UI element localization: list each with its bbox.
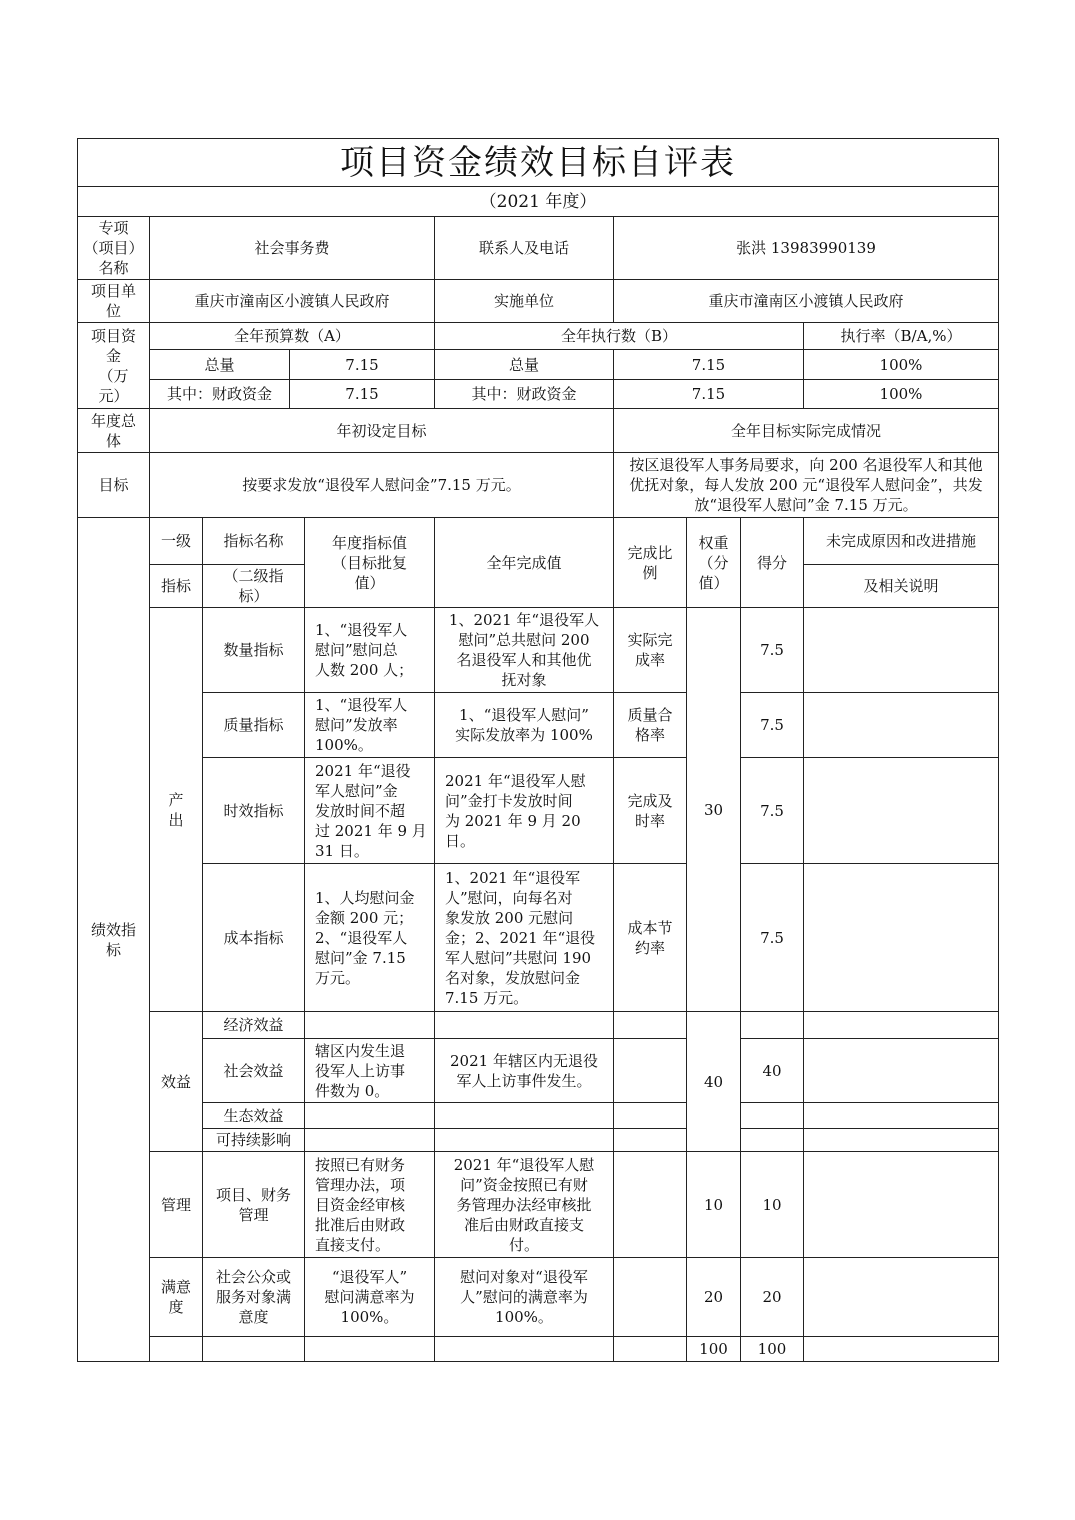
indicator-target: 1、人均慰问金 金额 200 元； 2、“退役军人 慰问”金 7.15 万元。 (304, 863, 435, 1012)
benefit-label: 效益 (149, 1011, 203, 1152)
indicator-name: 数量指标 (202, 607, 305, 693)
satis-name: 社会公众或 服务对象满 意度 (202, 1257, 305, 1337)
perf-header-ratio: 完成比 例 (613, 517, 687, 608)
indicator-reason (803, 863, 999, 1012)
goals-label-1: 年度总 体 (77, 408, 150, 453)
indicator-ratio: 成本节 约率 (613, 863, 687, 1012)
mgmt-target: 按照已有财务 管理办法，项 目资金经审核 批准后由财政 直接支付。 (304, 1151, 435, 1258)
satis-done: 慰问对象对“退役军 人”慰问的满意率为 100%。 (434, 1257, 614, 1337)
perf-header-reason2: 及相关说明 (803, 564, 999, 608)
satis-label: 满意 度 (149, 1257, 203, 1337)
benefit-ratio (613, 1038, 687, 1103)
total-done (434, 1336, 614, 1362)
total-weight: 100 (686, 1336, 741, 1362)
funds-label: 项目资 金 （万 元） (77, 322, 150, 409)
perf-header-name: 指标名称 (202, 517, 305, 565)
total-ratio (613, 1336, 687, 1362)
output-weight: 30 (686, 607, 741, 1012)
indicator-done: 2021 年“退役军人慰 问”金打卡发放时间 为 2021 年 9 月 20 日。 (434, 757, 614, 864)
satis-score: 20 (740, 1257, 804, 1337)
perf-header-target: 年度指标值 （目标批复 值） (304, 517, 435, 608)
benefit-target: 辖区内发生退 役军人上访事 件数为 0。 (304, 1038, 435, 1103)
perf-header-score: 得分 (740, 517, 804, 608)
benefit-score (740, 1102, 804, 1129)
mgmt-ratio (613, 1151, 687, 1258)
funds-row-name: 总量 (149, 349, 290, 380)
total-target (304, 1336, 435, 1362)
funds-row-name: 其中：财政资金 (149, 379, 290, 409)
benefit-done: 2021 年辖区内无退役 军人上访事件发生。 (434, 1038, 614, 1103)
mgmt-done: 2021 年“退役军人慰 问”资金按照已有财 务管理办法经审核批 准后由财政直接支 付。 (434, 1151, 614, 1258)
indicator-ratio: 实际完 成率 (613, 607, 687, 693)
year-label: （2021 年度） (77, 186, 999, 217)
benefit-reason (803, 1102, 999, 1129)
benefit-done (434, 1011, 614, 1039)
mgmt-weight: 10 (686, 1151, 741, 1258)
mgmt-name: 项目、财务 管理 (202, 1151, 305, 1258)
funds-row-rate: 100% (803, 379, 999, 409)
funds-row-exec: 7.15 (613, 349, 804, 380)
benefit-ratio (613, 1011, 687, 1039)
indicator-done: 1、2021 年“退役军人 慰问”总共慰问 200 名退役军人和其他优 抚对象 (434, 607, 614, 693)
perf-header-level1b: 指标 (149, 564, 203, 608)
goals-actual-header: 全年目标实际完成情况 (613, 408, 999, 453)
satis-target: “退役军人” 慰问满意率为 100%。 (304, 1257, 435, 1337)
benefit-target (304, 1102, 435, 1129)
benefit-reason (803, 1128, 999, 1152)
indicator-reason (803, 692, 999, 758)
impl-unit-value: 重庆市潼南区小渡镇人民政府 (613, 279, 999, 323)
benefit-target (304, 1011, 435, 1039)
special-project-value: 社会事务费 (149, 216, 435, 280)
project-unit-label: 项目单 位 (77, 279, 150, 323)
indicator-name: 时效指标 (202, 757, 305, 864)
benefit-score (740, 1128, 804, 1152)
indicator-name: 质量指标 (202, 692, 305, 758)
benefit-done (434, 1128, 614, 1152)
total-level (149, 1336, 203, 1362)
funds-row-budget: 7.15 (289, 349, 435, 380)
perf-label: 绩效指 标 (77, 517, 150, 1362)
total-name (202, 1336, 305, 1362)
goals-set-value: 按要求发放“退役军人慰问金”7.15 万元。 (149, 452, 614, 518)
mgmt-score: 10 (740, 1151, 804, 1258)
benefit-ratio (613, 1102, 687, 1129)
benefit-name: 经济效益 (202, 1011, 305, 1039)
goals-set-header: 年初设定目标 (149, 408, 614, 453)
benefit-reason (803, 1011, 999, 1039)
indicator-score: 7.5 (740, 607, 804, 693)
perf-header-name2: （二级指 标） (202, 564, 305, 608)
indicator-done: 1、“退役军人慰问” 实际发放率为 100% (434, 692, 614, 758)
funds-row-exec: 7.15 (613, 379, 804, 409)
benefit-weight: 40 (686, 1011, 741, 1152)
contact-label: 联系人及电话 (434, 216, 614, 280)
benefit-score (740, 1011, 804, 1039)
perf-header-weight: 权重 （分 值） (686, 517, 741, 608)
benefit-target (304, 1128, 435, 1152)
total-score: 100 (740, 1336, 804, 1362)
indicator-ratio: 完成及 时率 (613, 757, 687, 864)
benefit-reason (803, 1038, 999, 1103)
exec-header: 全年执行数（B） (434, 322, 804, 350)
benefit-name: 生态效益 (202, 1102, 305, 1129)
indicator-target: 1、“退役军人 慰问”慰问总 人数 200 人； (304, 607, 435, 693)
funds-row-budget: 7.15 (289, 379, 435, 409)
indicator-reason (803, 607, 999, 693)
total-reason (803, 1336, 999, 1362)
indicator-score: 7.5 (740, 692, 804, 758)
page-title: 项目资金绩效目标自评表 (77, 138, 999, 187)
indicator-target: 2021 年“退役 军人慰问”金 发放时间不超 过 2021 年 9 月 31 日。 (304, 757, 435, 864)
funds-row-name2: 其中：财政资金 (434, 379, 614, 409)
perf-header-level1: 一级 (149, 517, 203, 565)
indicator-target: 1、“退役军人 慰问”发放率 100%。 (304, 692, 435, 758)
benefit-score: 40 (740, 1038, 804, 1103)
indicator-score: 7.5 (740, 757, 804, 864)
benefit-done (434, 1102, 614, 1129)
funds-row-name2: 总量 (434, 349, 614, 380)
perf-header-done: 全年完成值 (434, 517, 614, 608)
satis-reason (803, 1257, 999, 1337)
budget-header: 全年预算数（A） (149, 322, 435, 350)
funds-row-rate: 100% (803, 349, 999, 380)
satis-ratio (613, 1257, 687, 1337)
contact-value: 张洪 13983990139 (613, 216, 999, 280)
mgmt-reason (803, 1151, 999, 1258)
goals-actual-value: 按区退役军人事务局要求，向 200 名退役军人和其他优抚对象，每人发放 200 元“退役军人慰问金”，共发放“退役军人慰问”金 7.15 万元。 (613, 452, 999, 518)
benefit-name: 社会效益 (202, 1038, 305, 1103)
project-unit-value: 重庆市潼南区小渡镇人民政府 (149, 279, 435, 323)
impl-unit-label: 实施单位 (434, 279, 614, 323)
indicator-ratio: 质量合 格率 (613, 692, 687, 758)
satis-weight: 20 (686, 1257, 741, 1337)
indicator-score: 7.5 (740, 863, 804, 1012)
goals-label-2: 目标 (77, 452, 150, 518)
mgmt-label: 管理 (149, 1151, 203, 1258)
special-project-label: 专项 （项目） 名称 (77, 216, 150, 280)
benefit-name: 可持续影响 (202, 1128, 305, 1152)
rate-header: 执行率（B/A,%） (803, 322, 999, 350)
output-label: 产 出 (149, 607, 203, 1012)
indicator-name: 成本指标 (202, 863, 305, 1012)
indicator-done: 1、2021 年“退役军 人”慰问，向每名对 象发放 200 元慰问 金；2、2021 年“退役 军人慰问”共慰问 190 名对象，发放慰问金 7.15 万元。 (434, 863, 614, 1012)
benefit-ratio (613, 1128, 687, 1152)
perf-header-reason: 未完成原因和改进措施 (803, 517, 999, 565)
indicator-reason (803, 757, 999, 864)
